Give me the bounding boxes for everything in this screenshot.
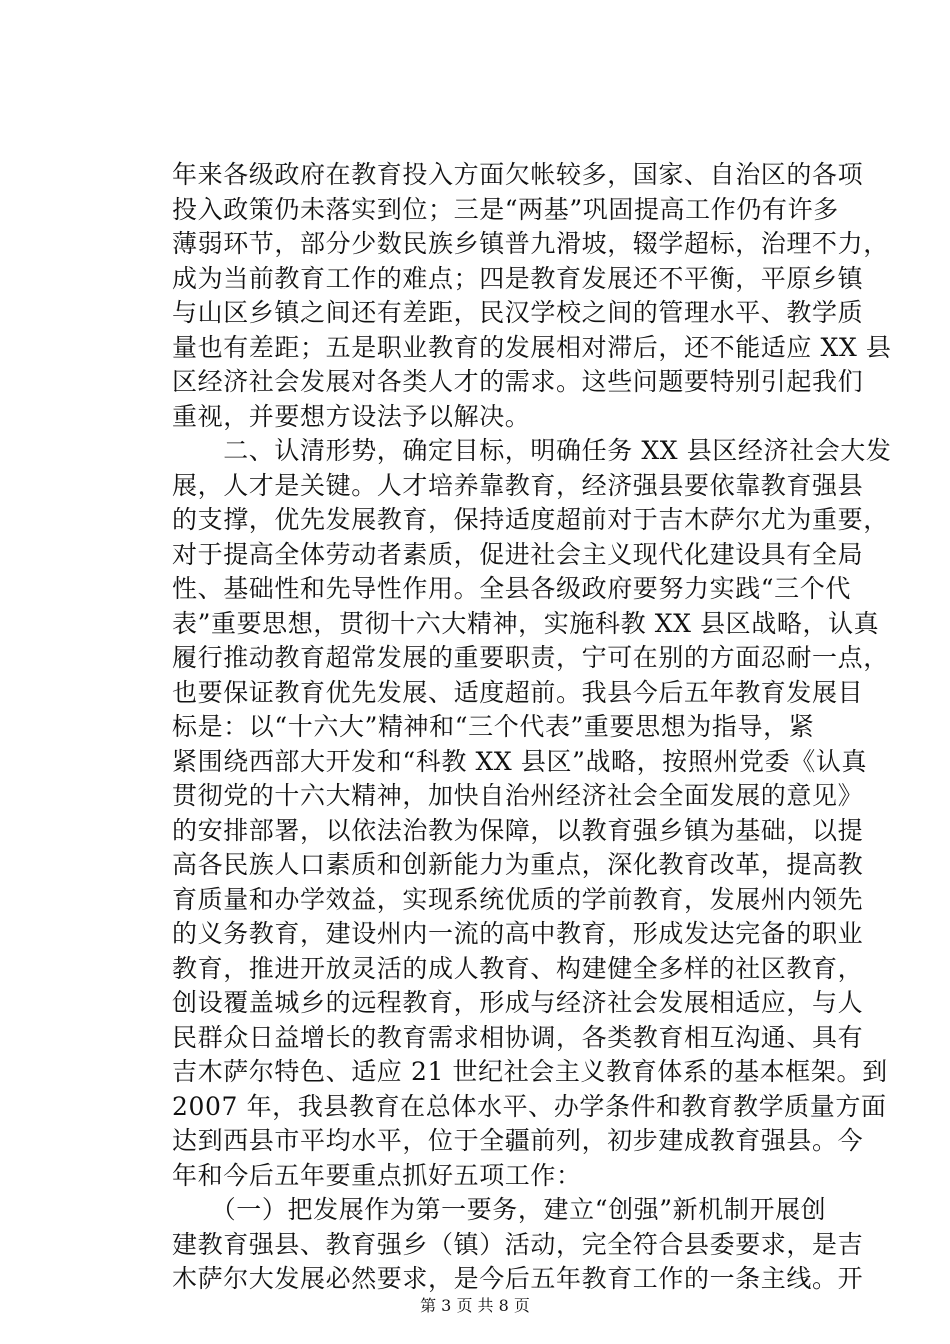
body-text bbox=[172, 158, 892, 1297]
text-line: 薄弱环节，部分少数民族乡镇普九滑坡，辍学超标，治理不力， bbox=[172, 229, 889, 258]
text-line: 年来各级政府在教育投入方面欠帐较多，国家、自治区的各项 bbox=[172, 160, 864, 189]
text-line: 2007 年，我县教育在总体水平、办学条件和教育教学质量方面 bbox=[172, 1091, 887, 1121]
text-line: 的义务教育，建设州内一流的高中教育，形成发达完备的职业 bbox=[172, 919, 864, 948]
text-line: 性、基础性和先导性作用。全县各级政府要努力实践“三个代 bbox=[172, 574, 851, 603]
text-line: 标是：以“十六大”精神和“三个代表”重要思想为指导，紧 bbox=[172, 712, 815, 741]
text-line: 民群众日益增长的教育需求相协调，各类教育相互沟通、具有 bbox=[172, 1022, 864, 1052]
page-number-footer: 第 3 页 共 8 页 bbox=[420, 1296, 530, 1315]
text-line: 达到西县市平均水平，位于全疆前列，初步建成教育强县。今 bbox=[172, 1126, 864, 1155]
text-line: 重视，并要想方设法予以解决。 bbox=[172, 401, 531, 431]
text-line: 创设覆盖城乡的远程教育，形成与经济社会发展相适应，与人 bbox=[172, 988, 864, 1017]
text-line: 紧围绕西部大开发和“科教 XX 县区”战略，按照州党委《认真 bbox=[172, 746, 868, 776]
text-line: 也要保证教育优先发展、适度超前。我县今后五年教育发展目 bbox=[172, 677, 864, 707]
text-line: 教育，推进开放灵活的成人教育、构建健全多样的社区教育， bbox=[172, 953, 864, 983]
text-line: 贯彻党的十六大精神，加快自治州经济社会全面发展的意见》 bbox=[172, 781, 864, 810]
text-line: 量也有差距；五是职业教育的发展相对滞后，还不能适应 XX 县 bbox=[172, 332, 892, 362]
text-line: 吉木萨尔特色、适应 21 世纪社会主义教育体系的基本框架。到 bbox=[172, 1057, 888, 1086]
text-line: 高各民族人口素质和创新能力为重点，深化教育改革，提高教 bbox=[172, 850, 864, 879]
text-line: 展，人才是关键。人才培养靠教育，经济强县要依靠教育强县 bbox=[172, 470, 864, 500]
text-line: 的支撑，优先发展教育，保持适度超前对于吉木萨尔尤为重要， bbox=[172, 505, 889, 534]
text-line: 建教育强县、教育强乡（镇）活动，完全符合县委要求，是吉 bbox=[172, 1229, 864, 1259]
text-line: 表”重要思想，贯彻十六大精神，实施科教 XX 县区战略，认真 bbox=[172, 608, 880, 638]
text-line: （一）把发展作为第一要务，建立“创强”新机制开展创 bbox=[172, 1195, 827, 1224]
text-line: 年和今后五年要重点抓好五项工作： bbox=[172, 1160, 582, 1190]
text-line: 对于提高全体劳动者素质，促进社会主义现代化建设具有全局 bbox=[172, 539, 864, 569]
text-line: 育质量和办学效益，实现系统优质的学前教育，发展州内领先 bbox=[172, 884, 864, 914]
text-line: 区经济社会发展对各类人才的需求。这些问题要特别引起我们 bbox=[172, 367, 864, 396]
text-line: 履行推动教育超常发展的重要职责，宁可在别的方面忍耐一点， bbox=[172, 643, 889, 672]
text-line: 与山区乡镇之间还有差距，民汉学校之间的管理水平、教学质 bbox=[172, 298, 864, 327]
text-line: 的安排部署，以依法治教为保障，以教育强乡镇为基础，以提 bbox=[172, 815, 864, 845]
text-line: 二、认清形势，确定目标，明确任务 XX 县区经济社会大发 bbox=[172, 436, 892, 465]
text-line: 投入政策仍未落实到位；三是“两基”巩固提高工作仍有许多 bbox=[172, 194, 839, 224]
text-line: 木萨尔大发展必然要求，是今后五年教育工作的一条主线。开 bbox=[172, 1264, 864, 1293]
text-line: 成为当前教育工作的难点；四是教育发展还不平衡，平原乡镇 bbox=[172, 263, 864, 293]
